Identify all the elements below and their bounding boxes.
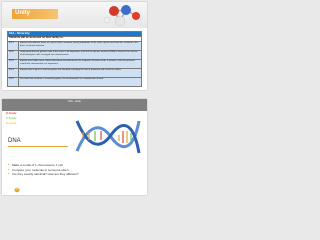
objective-text: Be able to relate DNA structure to its function xyxy=(17,117,70,120)
assessment-table xyxy=(7,31,142,87)
dna-image xyxy=(71,113,143,161)
objective-key: B Grade: xyxy=(6,122,17,125)
table-header: 10A - Diversity xyxy=(8,32,142,37)
slide-thumbnail-1[interactable] xyxy=(2,2,147,90)
objective-text: Explain how DNA codes for proteins xyxy=(17,122,60,125)
objective-key: C Grade: xyxy=(6,117,17,120)
objectives-bar xyxy=(2,99,147,111)
row-level: 10.2 xyxy=(8,51,19,60)
table-row xyxy=(8,42,142,51)
table-row xyxy=(8,60,142,69)
table-row xyxy=(8,51,142,60)
table-subheader: Students will be assessed on their ability to: xyxy=(8,37,142,42)
objective-d xyxy=(6,112,56,115)
list-item: ▸ Are they exactly identical? How are they different? xyxy=(8,172,79,177)
row-text: Explain what a gene is and how genes are inherited, including the role of dominant and recessive alleles. xyxy=(19,69,142,78)
bullet-list xyxy=(8,163,79,177)
row-text: Explain how DNA carries coded information that determines the sequence of amino acids in proteins, and how proteins control the characteristics of organisms. xyxy=(19,60,142,69)
row-level: 10.1 xyxy=(8,42,19,51)
objective-b xyxy=(6,122,59,125)
row-level: 10.3 xyxy=(8,60,19,69)
slide-title: DNA xyxy=(8,138,21,144)
molecule-image xyxy=(98,2,144,28)
row-text: Describe how variation is caused by genes, the environment, or a combination of both. xyxy=(19,78,142,87)
list-item: ▸ Make a model of 1 chromosome 1 cell xyxy=(8,163,79,168)
row-level: 10.4 xyxy=(8,69,19,78)
row-text: Explain how different forms of a gene lead to variation among individuals of the same species and how this variation is the basis of natural selection. xyxy=(19,42,142,51)
title-underline xyxy=(8,146,68,147)
objective-text: Identify genes and chromosomes xyxy=(17,112,56,115)
row-level: 10.5 xyxy=(8,78,19,87)
slide-header xyxy=(2,2,147,28)
objective-c xyxy=(6,117,69,120)
list-item: ▸ Compare your molecule to someone else's xyxy=(8,168,79,173)
objective-key: D Grade: xyxy=(6,112,17,115)
row-text: Understand that the genetic code is the same in all organisms, and that the genetic material (DNA) is found in the nucleus of all eukaryotic cells, arranged into chromosomes. xyxy=(19,51,142,60)
slide-title: Unity xyxy=(15,10,30,16)
objectives-title: 10A - Unity xyxy=(68,100,81,103)
table-row xyxy=(8,78,142,87)
slide-thumbnail-2[interactable] xyxy=(2,99,147,195)
cube-icon xyxy=(14,187,20,193)
table-row xyxy=(8,69,142,78)
